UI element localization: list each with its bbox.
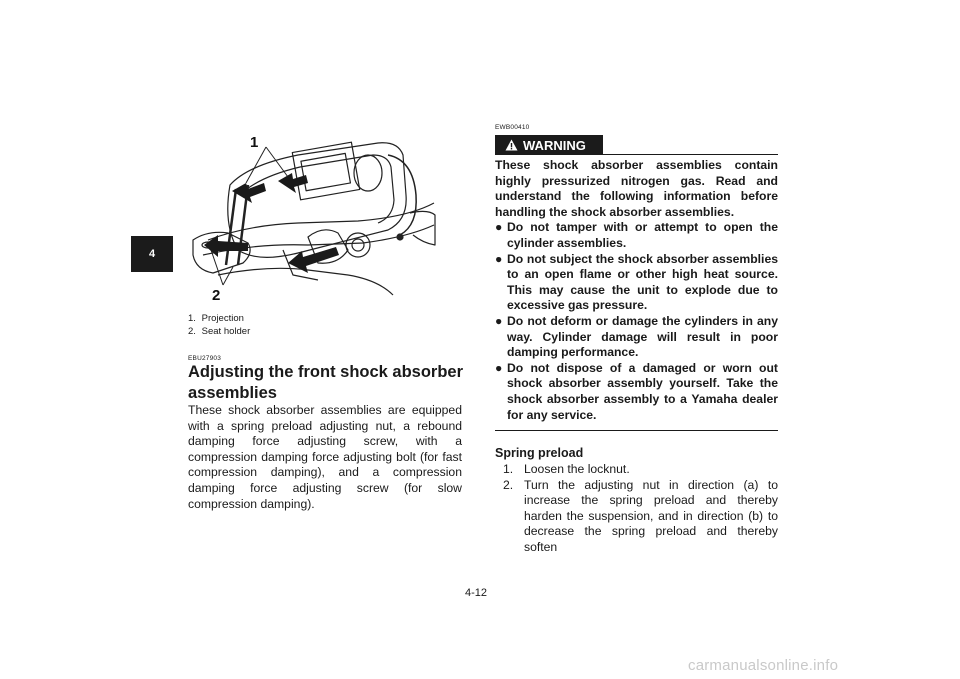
section-code: EBU27903 <box>188 355 222 362</box>
warning-item <box>495 220 778 251</box>
caption-item <box>188 312 250 325</box>
warning-body <box>495 158 778 423</box>
chapter-tab-number: 4 <box>148 248 156 260</box>
warning-header-rule <box>603 154 778 155</box>
section-body: These shock absorber assemblies are equipped with a spring preload adjusting nut, a rebound damping force adjusting screw, with a compression damping force adjusting bolt (for fast compression damping), and a compression damping force adjusting screw (for slow compression damping). <box>188 403 462 511</box>
warning-item-text: Do not tamper with or attempt to open the cylinder assemblies. <box>507 220 778 250</box>
page-number: 4-12 <box>465 587 488 599</box>
warning-item-text: Do not subject the shock absorber assemblies to an open flame or other high heat source. This may cause the unit to explode due to excessive gas pressure. <box>507 251 778 313</box>
spring-preload-steps <box>495 462 778 556</box>
step-item <box>495 462 778 478</box>
spring-preload-title: Spring preload <box>495 446 584 460</box>
step-item <box>495 478 778 556</box>
caption-num: 2. <box>188 326 196 337</box>
warning-item-text: Do not deform or damage the cylinders in any way. Cylinder damage will result in poor damping performance. <box>507 313 778 360</box>
warning-label: WARNING <box>523 137 586 153</box>
caption-text: Projection <box>201 313 244 324</box>
seat-figure <box>188 125 436 303</box>
figure-caption <box>188 312 250 338</box>
bullet-icon: ● <box>495 220 503 235</box>
watermark: carmanualsonline.info <box>688 657 839 674</box>
caption-text: Seat holder <box>201 326 251 337</box>
step-text: Turn the adjusting nut in direction (a) to increase the spring preload and thereby harden the suspension, and in direction (b) to decrease the spring preload and thereby soften <box>524 477 778 554</box>
step-text: Loosen the locknut. <box>524 462 630 476</box>
caption-num: 1. <box>188 313 196 324</box>
bullet-icon: ● <box>495 313 503 328</box>
warning-item <box>495 361 778 423</box>
bullet-icon: ● <box>495 360 503 375</box>
caption-item <box>188 325 250 338</box>
chapter-tab <box>131 236 173 272</box>
warning-item <box>495 252 778 314</box>
warning-bottom-rule <box>495 430 778 431</box>
warning-item-text: Do not dispose of a damaged or worn out shock absorber assembly yourself. Take the shock absorber assembly to a Yamaha dealer for any service. <box>507 360 778 422</box>
step-number: 1. <box>503 462 514 476</box>
bullet-icon: ● <box>495 251 503 266</box>
warning-icon <box>505 139 518 151</box>
warning-list <box>495 220 778 423</box>
warning-badge <box>495 135 603 155</box>
section-title: Adjusting the front shock absorber assemblies <box>188 363 464 402</box>
warning-intro: These shock absorber assemblies contain highly pressurized nitrogen gas. Read and understand the following information before handling the shock absorber assemblies. <box>495 158 778 219</box>
warning-item <box>495 314 778 361</box>
warning-header <box>495 135 778 155</box>
callout-1: 1 <box>250 134 259 151</box>
step-number: 2. <box>503 477 514 492</box>
callout-2: 2 <box>212 287 221 303</box>
warning-code: EWB00410 <box>495 124 530 131</box>
